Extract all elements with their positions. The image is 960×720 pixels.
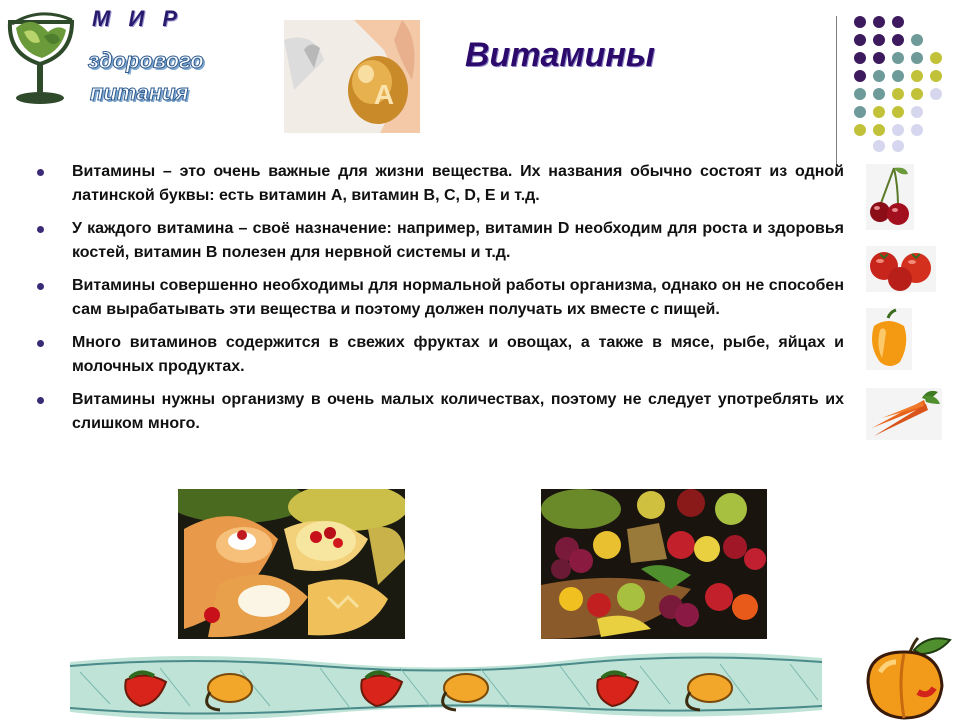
list-item: Витамины нужны организму в очень малых количествах, поэтому не следует употреблять их слишком много. (34, 388, 844, 436)
bullet-icon (37, 340, 44, 347)
list-item: У каждого витамина – своё назначение: например, витамин D необходим для роста и здоровья костей, витамин В полезен для нервной системы и т.д. (34, 217, 844, 265)
vitamin-capsule-photo (284, 20, 420, 133)
divider-line (836, 16, 837, 176)
logo-subtitle-1: здорового (88, 48, 204, 73)
melons-photo (178, 489, 405, 639)
list-item: Витамины – это очень важные для жизни вещества. Их названия обычно состоят из одной латинской буквы: есть витамин А, витамин В, С, D, Е и т.д. (34, 160, 844, 208)
peach-icon (858, 632, 960, 720)
bullet-list (34, 160, 844, 445)
dot-grid-decoration (852, 14, 944, 152)
bullet-icon (37, 226, 44, 233)
cherries-icon (866, 164, 914, 230)
bullet-icon (37, 283, 44, 290)
bullet-icon (37, 169, 44, 176)
logo-title: М И Р (92, 6, 184, 31)
page-title: Витамины (465, 36, 655, 74)
list-item: Много витаминов содержится в свежих фруктах и овощах, а также в мясе, рыбе, яйцах и молочных продуктах. (34, 331, 844, 379)
fruit-basket-photo (541, 489, 767, 639)
carrots-icon (866, 388, 942, 440)
pepper-icon (866, 308, 912, 370)
fruit-ribbon-decoration (70, 652, 822, 720)
bullet-icon (37, 397, 44, 404)
tomatoes-icon (866, 246, 936, 292)
logo-subtitle-2: питания (90, 80, 189, 105)
list-item: Витамины совершенно необходимы для нормальной работы организма, однако он не способен сам вырабатывать эти вещества и поэтому должен получать их вместе с пищей. (34, 274, 844, 322)
wine-glass-logo-icon (2, 2, 84, 110)
capsule-letter: A (373, 79, 395, 110)
